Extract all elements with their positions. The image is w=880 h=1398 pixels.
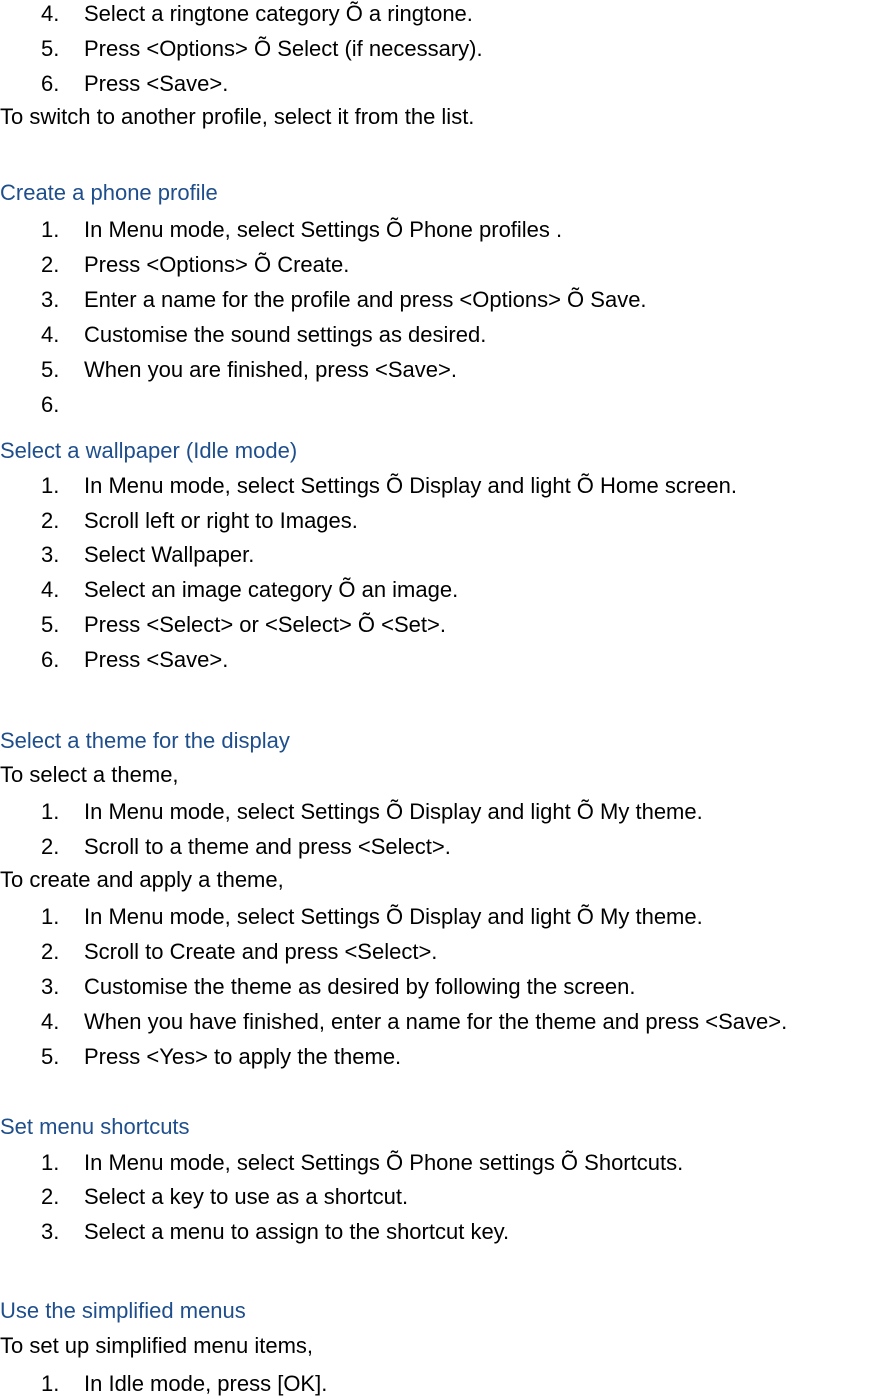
section-heading: Use the simplified menus: [0, 1298, 246, 1323]
list-item-text: Scroll to Create and press <Select>.: [84, 939, 438, 964]
section-heading: Select a wallpaper (Idle mode): [0, 438, 298, 463]
list-item-text: Press <Yes> to apply the theme.: [84, 1044, 402, 1069]
list-item-number: 5.: [41, 36, 60, 61]
list-item-text: Select an image category Õ an image.: [84, 577, 459, 602]
list-item-text: Scroll left or right to Images.: [84, 508, 358, 533]
list-item-number: 6.: [41, 392, 60, 417]
list-item-text: In Idle mode, press [OK].: [84, 1371, 328, 1396]
paragraph: To switch to another profile, select it from the list.: [0, 104, 475, 129]
list-item-text: Press <Save>.: [84, 71, 229, 96]
list-item-number: 4.: [41, 577, 60, 602]
list-item-text: Press <Select> or <Select> Õ <Set>.: [84, 612, 446, 637]
list-item-number: 4.: [41, 1, 60, 26]
list-item-text: When you are finished, press <Save>.: [84, 357, 457, 382]
list-item-text: Select a menu to assign to the shortcut key.: [84, 1219, 510, 1244]
list-item-number: 3.: [41, 287, 60, 312]
list-item-text: Customise the sound settings as desired.: [84, 322, 487, 347]
list-item-number: 1.: [41, 1150, 60, 1175]
list-item-number: 4.: [41, 322, 60, 347]
list-item-number: 2.: [41, 252, 60, 277]
list-item-number: 5.: [41, 357, 60, 382]
list-item-text: Select a key to use as a shortcut.: [84, 1184, 409, 1209]
list-item-number: 6.: [41, 647, 60, 672]
list-item-text: Enter a name for the profile and press <Options> Õ Save.: [84, 287, 647, 312]
list-item-text: Select Wallpaper.: [84, 542, 255, 567]
list-item-text: In Menu mode, select Settings Õ Display and light Õ My theme.: [84, 904, 703, 929]
paragraph: To select a theme,: [0, 762, 179, 787]
list-item-text: In Menu mode, select Settings Õ Phone profiles .: [84, 217, 563, 242]
section-heading: Set menu shortcuts: [0, 1114, 190, 1139]
list-item-text: Scroll to a theme and press <Select>.: [84, 834, 451, 859]
list-item-number: 2.: [41, 939, 60, 964]
list-item-number: 2.: [41, 508, 60, 533]
list-item-text: In Menu mode, select Settings Õ Display and light Õ My theme.: [84, 799, 703, 824]
list-item-text: Customise the theme as desired by following the screen.: [84, 974, 636, 999]
list-item-text: Press <Options> Õ Select (if necessary).: [84, 36, 483, 61]
list-item-number: 1.: [41, 473, 60, 498]
list-item-number: 2.: [41, 834, 60, 859]
section-heading: Select a theme for the display: [0, 728, 290, 753]
list-item-number: 1.: [41, 1371, 60, 1396]
list-item-number: 3.: [41, 542, 60, 567]
list-item-number: 5.: [41, 1044, 60, 1069]
list-item-text: Press <Options> Õ Create.: [84, 252, 350, 277]
section-heading: Create a phone profile: [0, 180, 218, 205]
paragraph: To create and apply a theme,: [0, 867, 284, 892]
list-item-number: 1.: [41, 217, 60, 242]
list-item-text: Press <Save>.: [84, 647, 229, 672]
paragraph: To set up simplified menu items,: [0, 1333, 314, 1358]
list-item-text: In Menu mode, select Settings Õ Display and light Õ Home screen.: [84, 473, 737, 498]
list-item-text: In Menu mode, select Settings Õ Phone settings Õ Shortcuts.: [84, 1150, 684, 1175]
list-item-number: 1.: [41, 799, 60, 824]
list-item-text: When you have finished, enter a name for the theme and press <Save>.: [84, 1009, 788, 1034]
list-item-number: 2.: [41, 1184, 60, 1209]
list-item-number: 3.: [41, 974, 60, 999]
list-item-number: 3.: [41, 1219, 60, 1244]
list-item-number: 6.: [41, 71, 60, 96]
list-item-number: 5.: [41, 612, 60, 637]
list-item-number: 1.: [41, 904, 60, 929]
list-item-number: 4.: [41, 1009, 60, 1034]
list-item-text: Select a ringtone category Õ a ringtone.: [84, 1, 473, 26]
